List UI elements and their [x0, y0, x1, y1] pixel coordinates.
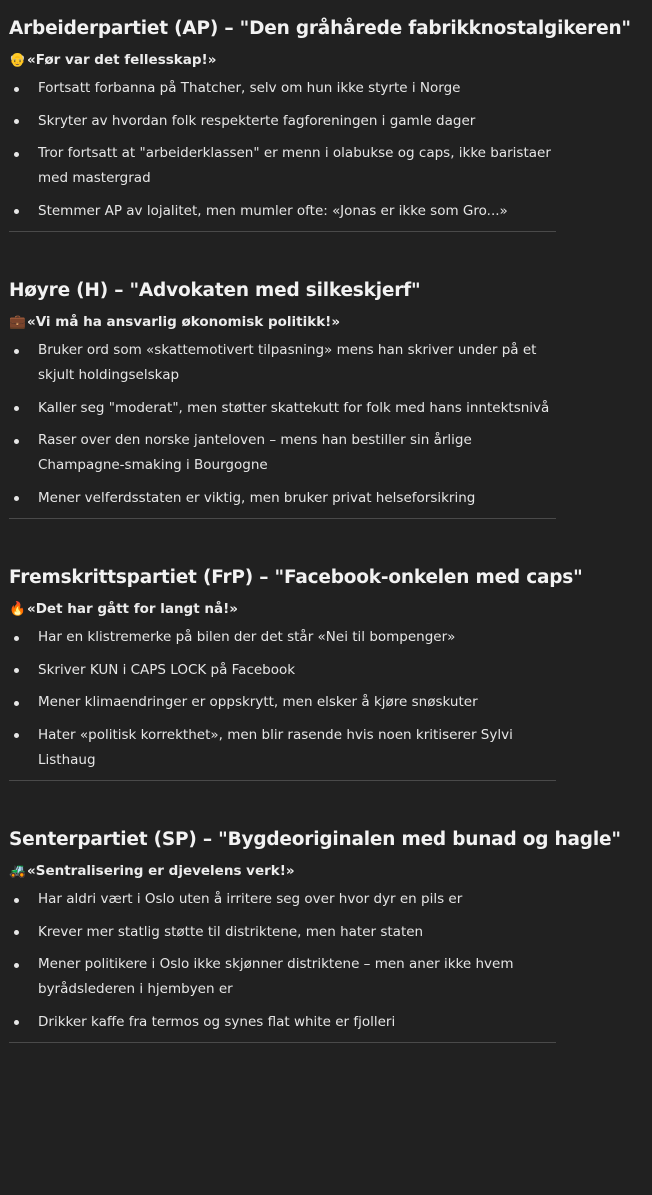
list-item: Krever mer statlig støtte til distriktene, men hater staten: [9, 920, 556, 945]
old-man-icon: 👴: [9, 52, 26, 68]
bullet-list: [9, 887, 556, 1035]
list-item: Skryter av hvordan folk respekterte fagforeningen i gamle dager: [9, 109, 556, 134]
section-heading: Høyre (H) – "Advokaten med silkeskjerf": [9, 280, 421, 301]
list-item: Raser over den norske janteloven – mens han bestiller sin årlige Champagne-smaking i Bourgogne: [9, 428, 556, 478]
section-tagline: [9, 50, 556, 70]
list-item: Har aldri vært i Oslo uten å irritere seg over hvor dyr en pils er: [9, 887, 556, 912]
tagline-text: «Vi må ha ansvarlig økonomisk politikk!»: [27, 314, 341, 330]
section-tagline: [9, 861, 556, 881]
list-item: Tror fortsatt at "arbeiderklassen" er menn i olabukse og caps, ikke baristaer med mastergrad: [9, 141, 556, 191]
party-section-sp: [9, 826, 621, 1035]
section-tagline: [9, 312, 556, 332]
briefcase-icon: 💼: [9, 314, 26, 330]
list-item: Stemmer AP av lojalitet, men mumler ofte: «Jonas er ikke som Gro...»: [9, 199, 556, 224]
tagline-text: «Før var det fellesskap!»: [27, 52, 217, 68]
list-item: Hater «politisk korrekthet», men blir rasende hvis noen kritiserer Sylvi Listhaug: [9, 723, 556, 773]
party-section-h: [9, 277, 556, 511]
list-item: Mener velferdsstaten er viktig, men bruker privat helseforsikring: [9, 486, 556, 511]
section-heading: Arbeiderpartiet (AP) – "Den gråhårede fabrikknostalgikeren": [9, 18, 631, 39]
section-divider: [9, 231, 556, 232]
list-item: Mener klimaendringer er oppskrytt, men elsker å kjøre snøskuter: [9, 690, 556, 715]
list-item: Drikker kaffe fra termos og synes flat white er fjolleri: [9, 1010, 556, 1035]
bullet-list: [9, 625, 556, 773]
list-item: Kaller seg "moderat", men støtter skattekutt for folk med hans inntektsnivå: [9, 396, 556, 421]
list-item: Mener politikere i Oslo ikke skjønner distriktene – men aner ikke hvem byrådslederen i hjembyen er: [9, 952, 556, 1002]
section-heading: Senterpartiet (SP) – "Bygdeoriginalen med bunad og hagle": [9, 829, 621, 850]
section-divider: [9, 780, 556, 781]
tractor-icon: 🚜: [9, 863, 26, 879]
list-item: Bruker ord som «skattemotivert tilpasning» mens han skriver under på et skjult holdingselskap: [9, 338, 556, 388]
response-content: [9, 15, 631, 1043]
tagline-text: «Sentralisering er djevelens verk!»: [27, 863, 295, 879]
list-item: Skriver KUN i CAPS LOCK på Facebook: [9, 658, 556, 683]
list-item: Har en klistremerke på bilen der det står «Nei til bompenger»: [9, 625, 556, 650]
tagline-text: «Det har gått for langt nå!»: [27, 601, 238, 617]
party-section-ap: [9, 15, 631, 224]
list-item: Fortsatt forbanna på Thatcher, selv om hun ikke styrte i Norge: [9, 76, 556, 101]
fire-icon: 🔥: [9, 601, 26, 617]
section-divider: [9, 1042, 556, 1043]
section-tagline: [9, 599, 556, 619]
party-section-frp: [9, 564, 583, 773]
bullet-list: [9, 338, 556, 511]
section-divider: [9, 518, 556, 519]
section-heading: Fremskrittspartiet (FrP) – "Facebook-onkelen med caps": [9, 567, 583, 588]
bullet-list: [9, 76, 556, 224]
